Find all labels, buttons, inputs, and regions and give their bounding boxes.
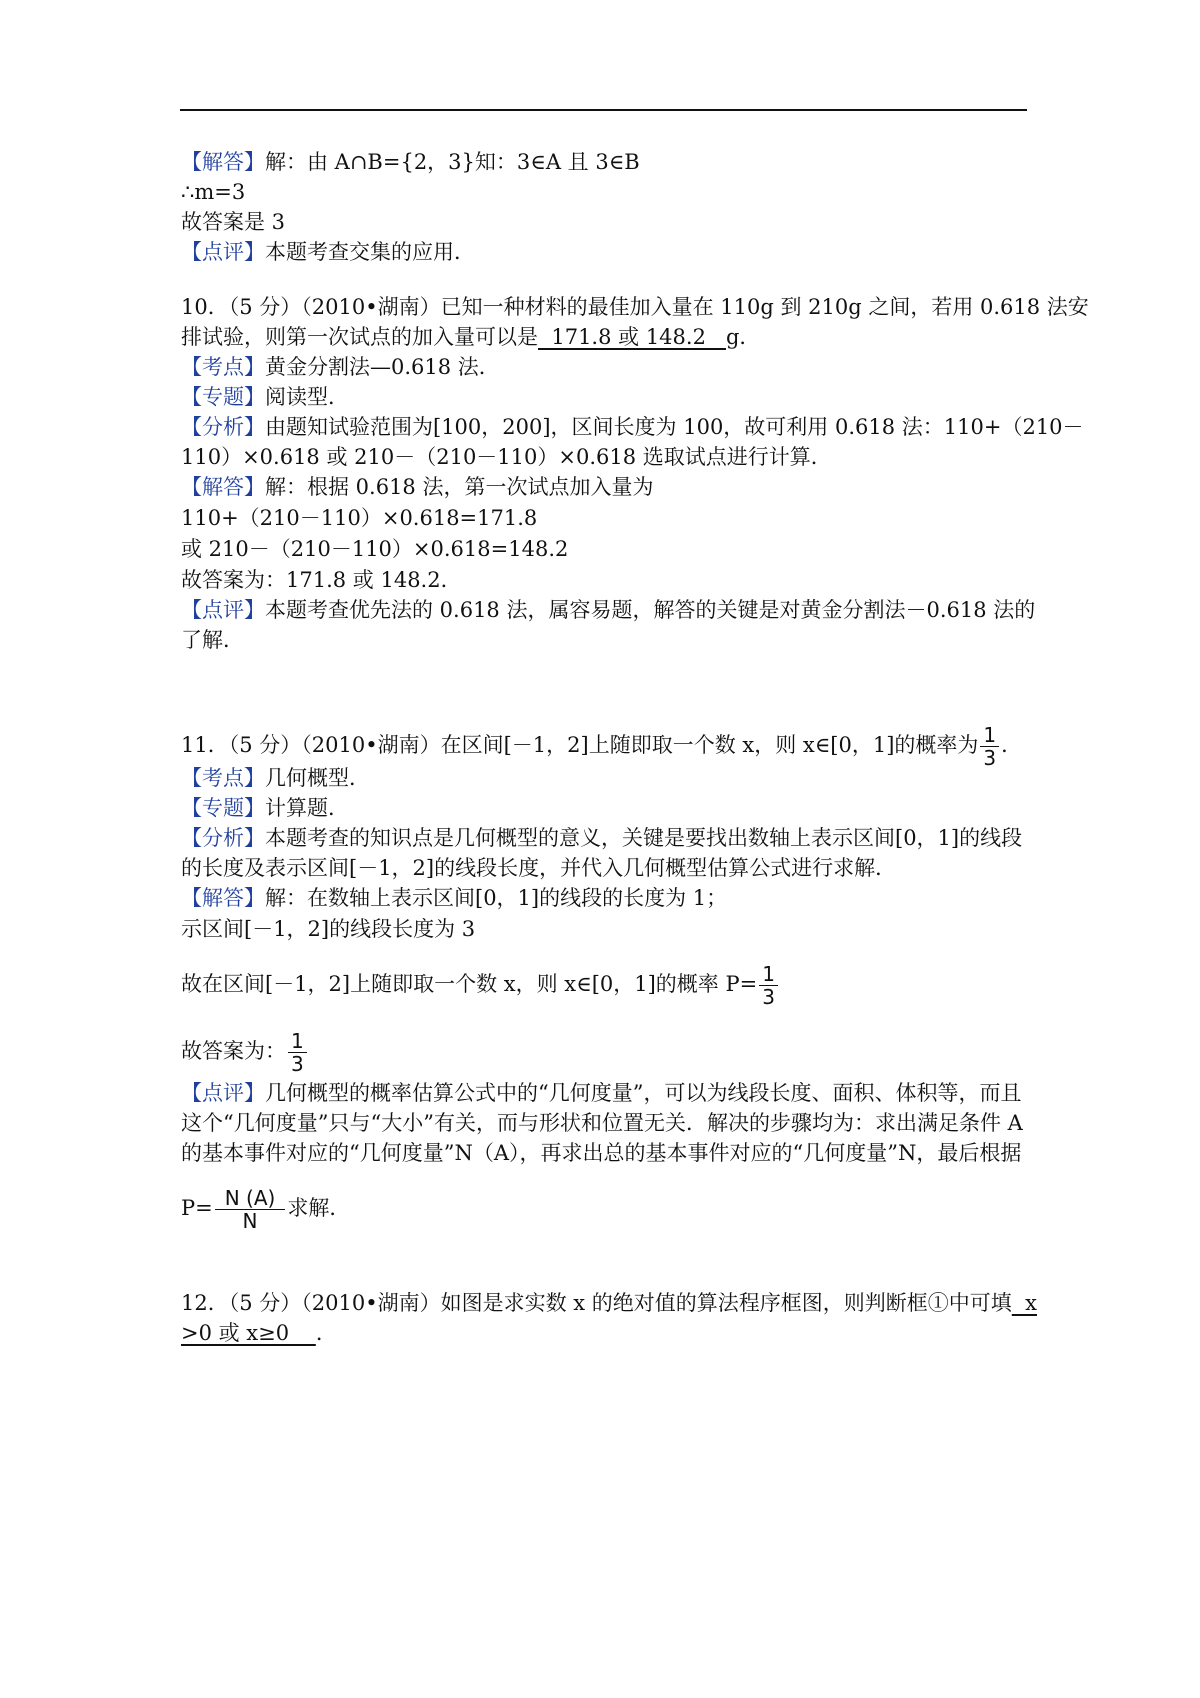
- q12-line-1: [181, 1290, 1037, 1316]
- point-tag: 【考点】: [181, 355, 265, 379]
- comment-tag: 【点评】: [181, 1081, 265, 1105]
- fraction-numerator: 1: [288, 1030, 307, 1053]
- q11-comment-text-1: 几何概型的概率估算公式中的“几何度量”，可以为线段长度、面积、体积等，而且: [265, 1081, 1022, 1105]
- q11-point-text: 几何概型．: [265, 766, 370, 790]
- header-rule: [180, 109, 1027, 111]
- answer-tag: 【解答】: [181, 150, 265, 174]
- q11-comment-line-3: 的基本事件对应的“几何度量”N（A），再求出总的基本事件对应的“几何度量”N，最后根据: [181, 1141, 1022, 1165]
- q10-analysis-line: [181, 414, 1084, 440]
- q11-analysis-line: [181, 825, 1022, 851]
- q11-step-2: [181, 963, 780, 1008]
- q12-answer-blank-1: x: [1011, 1291, 1037, 1315]
- q10-topic-text: 阅读型．: [265, 385, 349, 409]
- formula-prefix: P=: [181, 1196, 213, 1220]
- q10-line-2: [181, 324, 760, 350]
- q11-step-1: 示区间[－1，2]的线段长度为 3: [181, 917, 476, 941]
- fraction-denominator: 3: [762, 985, 775, 1009]
- q10-step-3: 故答案为：171.8 或 148.2．: [181, 568, 462, 592]
- q11-topic-text: 计算题．: [265, 796, 349, 820]
- q11-probability-fraction: [759, 963, 778, 1008]
- q10-step-1: 110+（210－110）×0.618=171.8: [181, 506, 538, 530]
- q11-comment-line: [181, 1080, 1021, 1106]
- answer-tag: 【解答】: [181, 475, 265, 499]
- q11-step-2-text: 故在区间[－1，2]上随即取一个数 x，则 x∈[0，1]的概率 P=: [181, 972, 758, 996]
- q10-answer-blank: 171.8 或 148.2: [538, 325, 726, 349]
- q11-analysis-line-2: 的长度及表示区间[－1，2]的线段长度，并代入几何概型估算公式进行求解．: [181, 856, 897, 880]
- q10-comment-line-2: 了解．: [181, 628, 244, 652]
- q12-line-2-post: ．: [315, 1321, 337, 1345]
- top-line-3: 故答案是 3: [181, 210, 286, 234]
- q10-analysis-line-2: 110）×0.618 或 210－（210－110）×0.618 选取试点进行计算．: [181, 445, 832, 469]
- q11-step-3-text: 故答案为：: [181, 1039, 286, 1063]
- q10-point-line: [181, 354, 500, 380]
- q11-topic-line: [181, 795, 349, 821]
- q11-comment-line-2: 这个“几何度量”只与“大小”有关，而与形状和位置无关．解决的步骤均为：求出满足条件 A: [181, 1111, 1023, 1135]
- q10-point-text: 黄金分割法—0.618 法．: [265, 355, 500, 379]
- q11-line-1: [181, 724, 1022, 769]
- formula-denominator: N: [242, 1209, 258, 1233]
- q11-line-1-post: ．: [1001, 733, 1023, 757]
- topic-tag: 【专题】: [181, 796, 265, 820]
- q11-step-3: [181, 1030, 309, 1075]
- top-answer-text: 解：由 A∩B={2，3}知：3∈A 且 3∈B: [265, 150, 640, 174]
- formula-numerator: N (A): [215, 1187, 286, 1210]
- top-answer-line: [181, 149, 640, 175]
- q10-answer-text: 解：根据 0.618 法，第一次试点加入量为: [265, 475, 654, 499]
- q10-comment-line: [181, 597, 1035, 623]
- q11-formula-line: [181, 1187, 350, 1232]
- q12-line-2: [181, 1320, 337, 1346]
- q10-step-2: 或 210－（210－110）×0.618=148.2: [181, 537, 569, 561]
- q12-answer-blank-2: >0 或 x≥0: [181, 1321, 316, 1345]
- q11-answer-fraction: [980, 724, 999, 769]
- answer-tag: 【解答】: [181, 886, 265, 910]
- top-line-2: ∴m=3: [181, 180, 246, 204]
- topic-tag: 【专题】: [181, 385, 265, 409]
- q11-result-fraction: [288, 1030, 307, 1075]
- q11-answer-line: [181, 885, 727, 911]
- comment-tag: 【点评】: [181, 598, 265, 622]
- comment-tag: 【点评】: [181, 240, 265, 264]
- fraction-denominator: 3: [983, 746, 997, 770]
- q11-analysis-text-1: 本题考查的知识点是几何概型的意义，关键是要找出数轴上表示区间[0，1]的线段: [265, 826, 1023, 850]
- q11-answer-blank: [978, 723, 1001, 770]
- fraction-denominator: 3: [291, 1052, 304, 1076]
- formula-suffix: 求解．: [287, 1196, 351, 1220]
- fraction-numerator: 1: [980, 724, 999, 747]
- fraction-numerator: 1: [759, 963, 778, 986]
- q12-line-1-pre: 12．（5 分）（2010•湖南）如图是求实数 x 的绝对值的算法程序框图，则判断框①中可填: [181, 1291, 1012, 1315]
- analysis-tag: 【分析】: [181, 826, 265, 850]
- q10-comment-text-1: 本题考查优先法的 0.618 法，属容易题，解答的关键是对黄金分割法－0.618 法的: [265, 598, 1036, 622]
- point-tag: 【考点】: [181, 766, 265, 790]
- q10-line-2-pre: 排试验，则第一次试点的加入量可以是: [181, 325, 538, 349]
- q10-line-2-post: g．: [725, 325, 761, 349]
- q10-analysis-text-1: 由题知试验范围为[100，200]，区间长度为 100，故可利用 0.618 法：110+（210－: [265, 415, 1084, 439]
- analysis-tag: 【分析】: [181, 415, 265, 439]
- q11-line-1-pre: 11．（5 分）（2010•湖南）在区间[－1，2]上随即取一个数 x，则 x∈[0，1]的概率为: [181, 733, 979, 757]
- q10-answer-line: [181, 474, 653, 500]
- q11-answer-text: 解：在数轴上表示区间[0，1]的线段的长度为 1；: [265, 886, 728, 910]
- q10-topic-line: [181, 384, 349, 410]
- q11-point-line: [181, 765, 370, 791]
- formula-fraction: [215, 1187, 286, 1232]
- q10-line-1: 10．（5 分）（2010•湖南）已知一种材料的最佳加入量在 110g 到 210g 之间，若用 0.618 法安: [181, 295, 1089, 319]
- top-comment-line: [181, 239, 475, 265]
- top-comment-text: 本题考查交集的应用．: [265, 240, 475, 264]
